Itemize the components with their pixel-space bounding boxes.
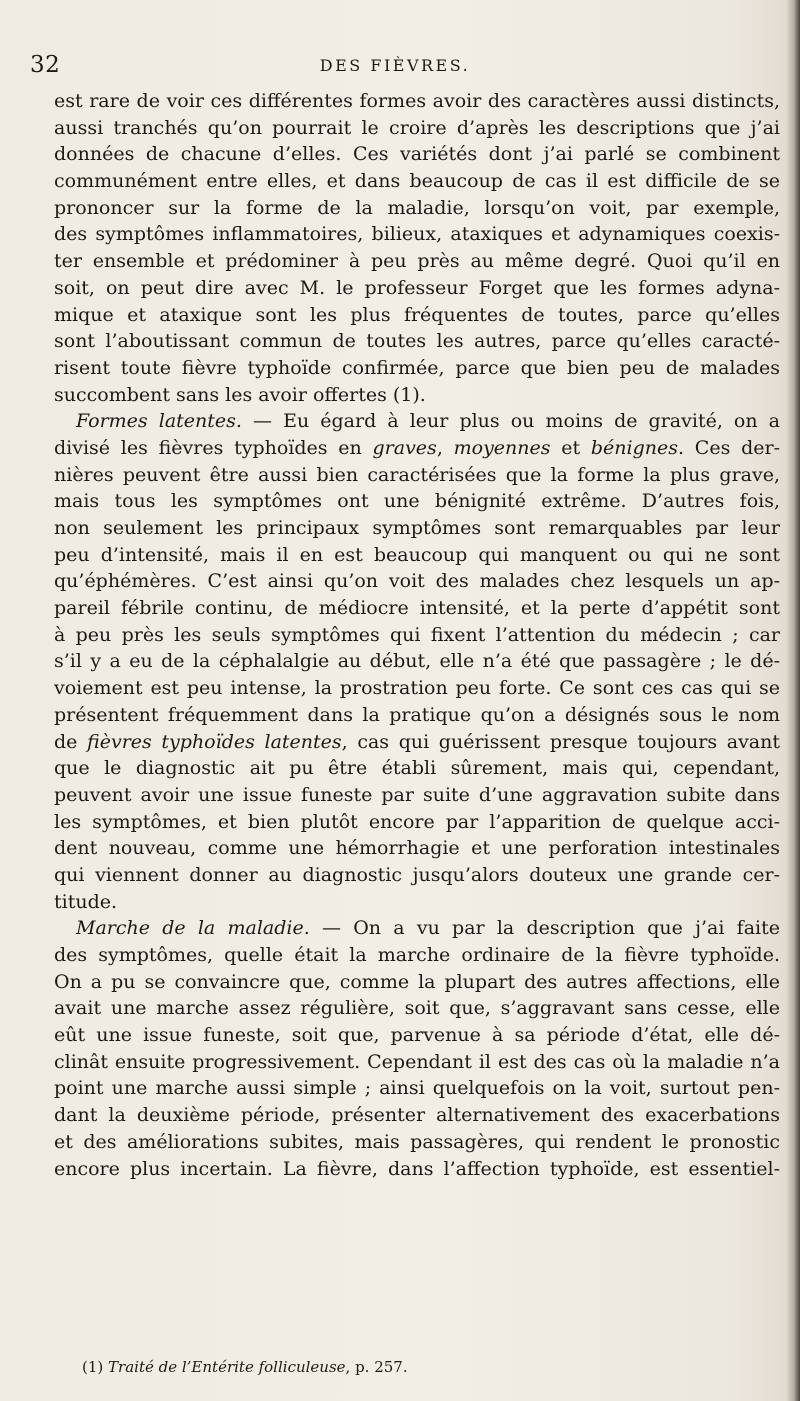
text-run: peu d’intensité, mais il en est beaucoup qui manquent ou qui ne sont xyxy=(54,543,780,566)
text-run: soit, on peut dire avec M. le professeur Forget que les formes adyna- xyxy=(54,276,780,299)
text-line xyxy=(54,515,780,542)
text-line xyxy=(54,622,780,649)
text-line xyxy=(54,275,780,302)
text-line xyxy=(54,969,780,996)
text-line xyxy=(54,1156,780,1183)
text-run: voiement est peu intense, la prostration peu forte. Ce sont ces cas qui se xyxy=(54,677,780,700)
text-run: dent nouveau, comme une hémorrhagie et une perforation intestinales xyxy=(54,837,780,860)
text-line xyxy=(54,141,780,168)
text-run: titude. xyxy=(54,890,118,913)
text-line xyxy=(54,382,780,409)
text-line xyxy=(54,835,780,862)
text-run: des symptômes inflammatoires, bilieux, ataxiques et adynamiques coexis- xyxy=(54,223,780,246)
text-line xyxy=(54,809,780,836)
text-line xyxy=(54,1102,780,1129)
text-run: est rare de voir ces différentes formes avoir des caractères aussi distincts, xyxy=(54,90,780,112)
text-line xyxy=(54,221,780,248)
italic-phrase: bénignes xyxy=(590,436,679,459)
footnote-marker: (1) xyxy=(82,1358,104,1376)
text-run: nières peuvent être aussi bien caractérisées que la forme la plus grave, xyxy=(54,463,780,486)
text-run: dant la deuxième période, présenter alternativement des exacerbations xyxy=(54,1104,780,1127)
text-line xyxy=(54,302,780,329)
text-run: sont l’aboutissant commun de toutes les autres, parce qu’elles caracté- xyxy=(54,330,780,353)
italic-phrase: Formes latentes. xyxy=(76,410,242,433)
text-run: risent toute fièvre typhoïde confirmée, parce que bien peu de malades xyxy=(54,356,780,379)
text-line xyxy=(54,889,780,916)
text-line xyxy=(54,1049,780,1076)
text-line xyxy=(54,248,780,275)
text-line xyxy=(54,115,780,142)
text-run: mais tous les symptômes ont une bénignité extrême. D’autres fois, xyxy=(54,490,780,513)
italic-phrase: moyennes xyxy=(453,436,551,459)
text-run: présentent fréquemment dans la pratique qu’on a désignés sous le nom xyxy=(54,703,780,726)
text-run: succombent sans les avoir offertes (1). xyxy=(54,383,426,406)
text-run: — Eu égard à leur plus ou moins de gravité, on a xyxy=(241,410,780,433)
text-line xyxy=(54,675,780,702)
italic-phrase: fièvres typhoïdes latentes xyxy=(87,730,342,753)
text-line xyxy=(54,488,780,515)
page-header xyxy=(30,50,760,80)
text-run: de xyxy=(54,730,88,753)
text-line xyxy=(54,995,780,1022)
text-line xyxy=(54,435,780,462)
text-run: s’il y a eu de la céphalalgie au début, elle n’a été que passagère ; le dé- xyxy=(54,650,780,673)
text-run: des symptômes, quelle était la marche ordinaire de la fièvre typhoïde. xyxy=(54,944,780,966)
text-run: clinât ensuite progressivement. Cependant il est des cas où la maladie n’a xyxy=(54,1050,780,1073)
text-run: peuvent avoir une issue funeste par suite d’une aggravation subite dans xyxy=(54,783,780,806)
text-line xyxy=(54,595,780,622)
text-line xyxy=(54,1129,780,1156)
text-line xyxy=(54,782,780,809)
text-run: à peu près les seuls symptômes qui fixent l’attention du médecin ; car xyxy=(54,623,780,646)
text-line xyxy=(54,1022,780,1049)
text-run: eût une issue funeste, soit que, parvenue à sa période d’état, elle dé- xyxy=(54,1024,780,1047)
text-line xyxy=(54,1075,780,1102)
text-line xyxy=(54,648,780,675)
text-run: données de chacune d’elles. Ces variétés dont j’ai parlé se combinent xyxy=(54,143,780,166)
text-run: que le diagnostic ait pu être établi sûrement, mais qui, cependant, xyxy=(54,757,780,780)
text-run: point une marche aussi simple ; ainsi quelquefois on la voit, surtout pen- xyxy=(54,1077,780,1100)
text-run: — On a vu par la description que j’ai faite xyxy=(309,917,780,940)
text-run: communément entre elles, et dans beaucoup de cas il est difficile de se xyxy=(54,170,780,193)
text-line xyxy=(54,408,780,435)
text-line xyxy=(54,355,780,382)
text-run: qu’éphémères. C’est ainsi qu’on voit des malades chez lesquels un ap- xyxy=(54,570,780,593)
footnote-page: , p. 257. xyxy=(345,1358,408,1376)
text-run: non seulement les principaux symptômes sont remarquables par leur xyxy=(54,517,780,539)
footnote-title: Traité de l’Entérite folliculeuse xyxy=(108,1358,346,1376)
italic-phrase: graves xyxy=(372,436,437,459)
text-line xyxy=(54,195,780,222)
text-run: et des améliorations subites, mais passagères, qui rendent le pronostic xyxy=(54,1130,780,1153)
text-run: . Ces der- xyxy=(678,436,780,459)
text-run: divisé les fièvres typhoïdes en xyxy=(54,436,373,459)
text-run: encore plus incertain. La fièvre, dans l’affection typhoïde, est essentiel- xyxy=(54,1157,780,1180)
text-run: aussi tranchés qu’on pourrait le croire d’après les descriptions que j’ai xyxy=(54,116,780,139)
footnote xyxy=(82,1356,408,1378)
text-run: prononcer sur la forme de la maladie, lorsqu’on voit, par exemple, xyxy=(54,196,780,219)
text-line xyxy=(54,328,780,355)
italic-phrase: Marche de la maladie. xyxy=(76,917,310,940)
text-run: pareil fébrile continu, de médiocre intensité, et la perte d’appétit sont xyxy=(54,597,780,620)
text-line xyxy=(54,88,780,115)
body-text xyxy=(54,88,780,1182)
text-run: On a pu se convaincre que, comme la plupart des autres affections, elle xyxy=(54,970,780,993)
text-line xyxy=(54,942,780,969)
text-line xyxy=(54,862,780,889)
page-number: 32 xyxy=(30,52,61,78)
text-run: mique et ataxique sont les plus fréquentes de toutes, parce qu’elles xyxy=(54,303,780,326)
text-run: et xyxy=(550,436,591,459)
text-line xyxy=(54,915,780,942)
text-line xyxy=(54,755,780,782)
text-line xyxy=(54,168,780,195)
text-run: qui viennent donner au diagnostic jusqu’alors douteux une grande cer- xyxy=(54,863,780,886)
text-line xyxy=(54,542,780,569)
text-line xyxy=(54,462,780,489)
text-run: , xyxy=(436,436,454,459)
text-line xyxy=(54,568,780,595)
text-run: avait une marche assez régulière, soit que, s’aggravant sans cesse, elle xyxy=(54,997,780,1020)
text-run: les symptômes, et bien plutôt encore par l’apparition de quelque acci- xyxy=(54,810,780,833)
text-line xyxy=(54,729,780,756)
text-run: , cas qui guérissent presque toujours avant xyxy=(341,730,780,753)
page-edge-shadow xyxy=(786,0,800,1401)
text-run: ter ensemble et prédominer à peu près au même degré. Quoi qu’il en xyxy=(54,250,780,273)
text-line xyxy=(54,702,780,729)
running-title: DES FIÈVRES. xyxy=(319,56,471,75)
